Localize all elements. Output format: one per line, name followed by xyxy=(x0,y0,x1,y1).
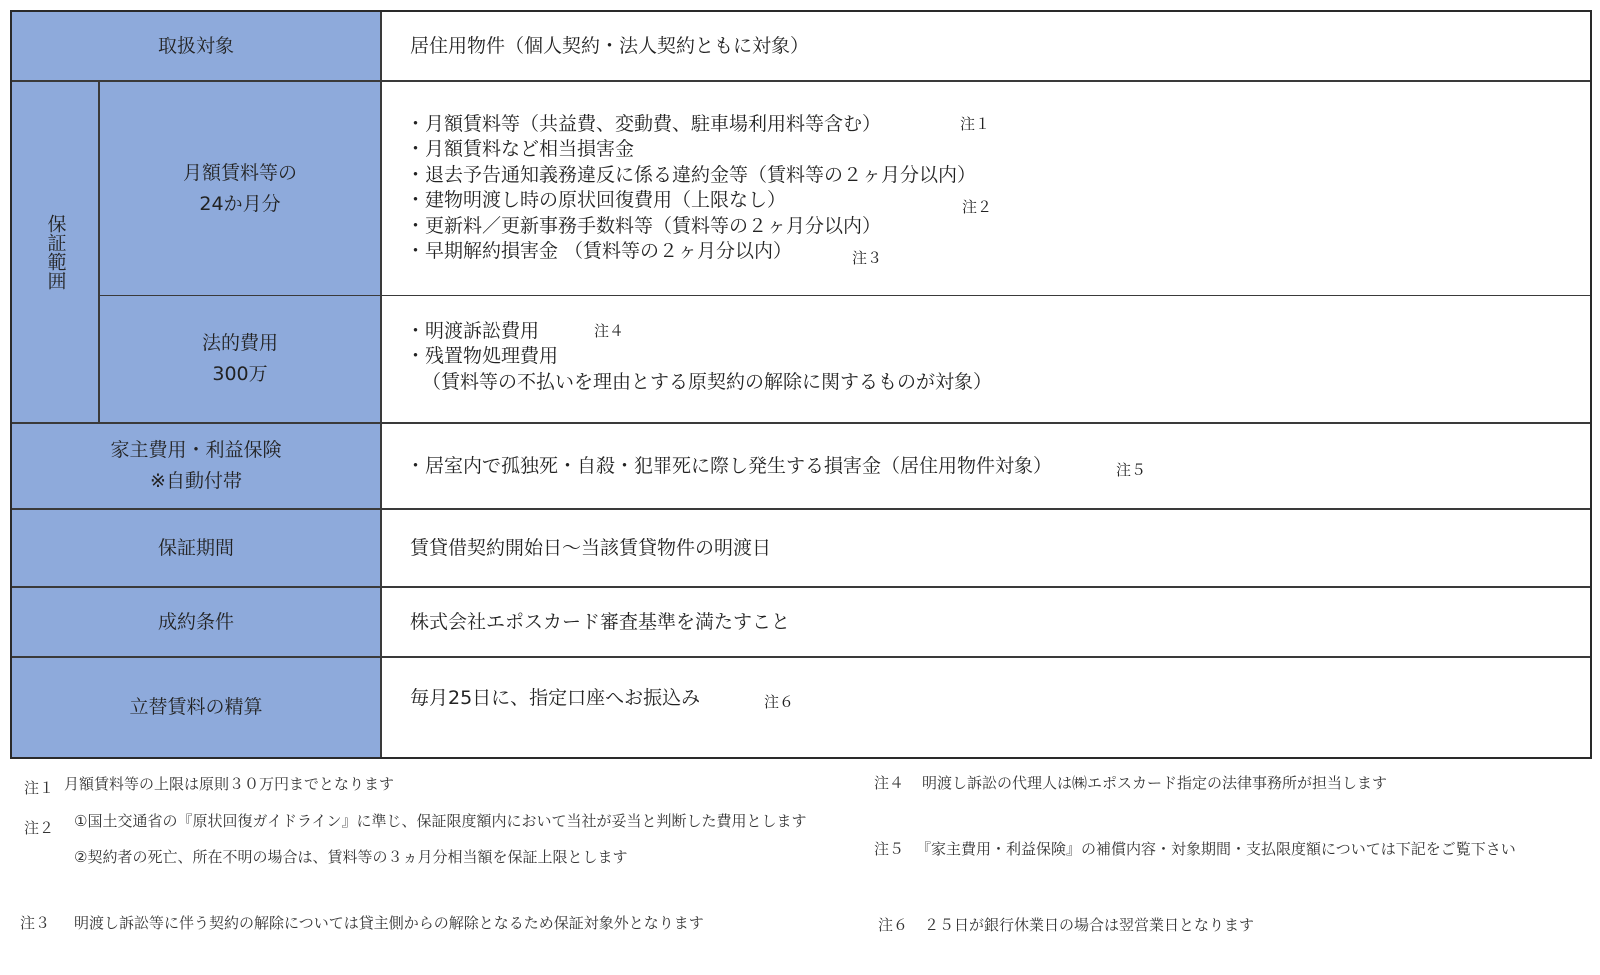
settlement-label: 立替賃料の精算 xyxy=(129,696,263,718)
rent-item-1: ・月額賃料等（共益費、変動費、駐車場利用料等含む） xyxy=(406,113,882,135)
legal-label-line1: 法的費用 xyxy=(201,332,278,354)
footnote-4-label: 注４ xyxy=(874,774,905,792)
footnote-3-label: 注３ xyxy=(20,914,51,932)
period-value-cell xyxy=(382,510,1590,588)
condition-label: 成約条件 xyxy=(157,610,234,633)
rent-item-3: ・退去予告通知義務違反に係る違約金等（賃料等の２ヶ月分以内） xyxy=(406,164,977,186)
footnote-3-text: 明渡し訴訟等に伴う契約の解除については貸主側からの解除となるため保証対象外となります xyxy=(74,914,704,932)
target-label-cell xyxy=(12,12,382,82)
landlord-value: ・居室内で孤独死・自殺・犯罪死に際し発生する損害金（居住用物件対象） xyxy=(406,455,1053,477)
period-label: 保証期間 xyxy=(157,536,234,559)
coverage-group-label: 保証範囲 xyxy=(44,214,67,290)
note-ref-2: 注２ xyxy=(962,198,993,216)
landlord-label-cell xyxy=(12,424,382,510)
footnote-5-label: 注５ xyxy=(874,840,905,858)
footnote-4-text: 明渡し訴訟の代理人は㈱エポスカード指定の法律事務所が担当します xyxy=(922,774,1388,792)
condition-label-cell xyxy=(12,588,382,658)
target-label: 取扱対象 xyxy=(157,34,234,57)
note-ref-3: 注３ xyxy=(852,249,883,267)
legal-label-line2: 300万 xyxy=(212,363,268,385)
guarantee-table xyxy=(10,10,1592,759)
condition-value: 株式会社エポスカード審査基準を満たすこと xyxy=(410,611,791,633)
note-ref-1: 注１ xyxy=(960,115,991,133)
footnote-2-text-a: ①国土交通省の『原状回復ガイドライン』に準じ、保証限度額内において当社が妥当と判断した費用とします xyxy=(74,812,807,830)
legal-item-3: （賃料等の不払いを理由とする原契約の解除に関するものが対象） xyxy=(422,371,993,393)
settlement-value-cell xyxy=(382,658,1590,757)
rent-item-6: ・早期解約損害金 （賃料等の２ヶ月分以内） xyxy=(406,240,793,262)
note-ref-6: 注６ xyxy=(764,693,795,711)
note-ref-5: 注５ xyxy=(1116,461,1147,479)
landlord-label-line1: 家主費用・利益保険 xyxy=(110,439,282,461)
footnote-2-text-b: ②契約者の死亡、所在不明の場合は、賃料等の３ヵ月分相当額を保証上限とします xyxy=(74,848,628,866)
legal-item-2: ・残置物処理費用 xyxy=(406,345,559,367)
rent-label-cell xyxy=(100,82,382,296)
rent-item-5: ・更新料／更新事務手数料等（賃料等の２ヶ月分以内） xyxy=(406,215,882,237)
target-value: 居住用物件（個人契約・法人契約ともに対象） xyxy=(410,35,810,57)
legal-item-1: ・明渡訴訟費用 xyxy=(406,320,540,342)
rent-item-2: ・月額賃料など相当損害金 xyxy=(406,138,635,160)
footnote-6-label: 注６ xyxy=(878,916,909,934)
rent-label-line1: 月額賃料等の xyxy=(182,161,297,184)
landlord-label-line2: ※自動付帯 xyxy=(150,470,242,492)
rent-item-4: ・建物明渡し時の原状回復費用（上限なし） xyxy=(406,189,787,211)
landlord-value-cell xyxy=(382,424,1590,510)
footnote-5-text: 『家主費用・利益保険』の補償内容・対象期間・支払限度額については下記をご覧下さい xyxy=(916,840,1516,858)
coverage-group-cell xyxy=(12,82,100,424)
period-label-cell xyxy=(12,510,382,588)
rent-label-line2: 24か月分 xyxy=(199,192,281,215)
target-value-cell xyxy=(382,12,1590,82)
legal-label-cell xyxy=(100,296,382,424)
settlement-label-cell xyxy=(12,658,382,757)
footnote-1-text: 月額賃料等の上限は原則３０万円までとなります xyxy=(64,775,395,793)
settlement-value: 毎月25日に、指定口座へお振込み xyxy=(410,687,701,709)
footnote-6-text: ２５日が銀行休業日の場合は翌営業日となります xyxy=(924,916,1255,934)
rent-value-cell xyxy=(382,82,1590,296)
footnote-1-label: 注１ xyxy=(24,779,55,797)
condition-value-cell xyxy=(382,588,1590,658)
footnote-2-label: 注２ xyxy=(24,819,55,837)
note-ref-4: 注４ xyxy=(594,322,625,340)
period-value: 賃貸借契約開始日～当該賃貸物件の明渡日 xyxy=(410,537,772,559)
legal-value-cell xyxy=(382,296,1590,424)
